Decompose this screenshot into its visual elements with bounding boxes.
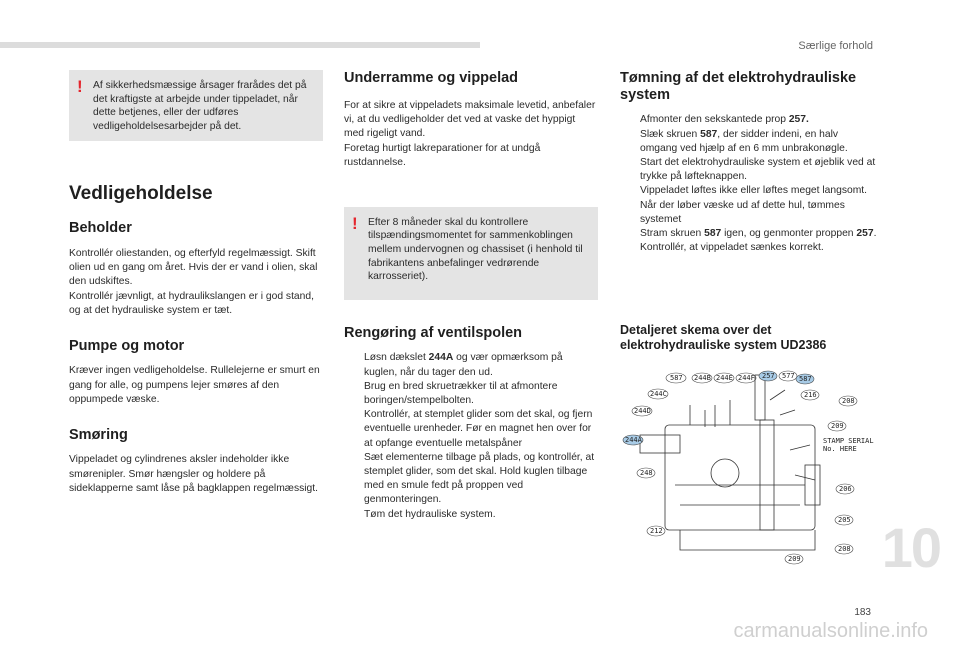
stamp-text: No. HERE [823,445,857,453]
column-middle [344,70,598,522]
section-title: Særlige forhold [798,40,873,52]
bullet-list [620,113,878,255]
list-item: Start det elektrohydrauliske system et øjeblik ved at trykke på løfteknappen. [640,156,876,183]
diagram-drawing [640,375,820,550]
diagram-label: 206 [839,485,852,493]
list-item: Tøm det hydrauliske system. [364,508,496,520]
diagram-label: 244B [694,374,711,382]
diagram-label: 587 [799,375,812,383]
chapter-heading: Vedligeholdelse [69,183,213,204]
paragraph: Foretag hurtigt lakreparationer for at undgå rustdannelse. [344,142,541,169]
watermark: carmanualsonline.info [733,620,928,642]
diagram-title: Detaljeret skema over det elektrohydrauliske system UD2386 [620,323,827,353]
paragraph: Kontrollér jævnligt, at hydraulikslangen er i god stand, og at det hydrauliske system er tæt. [69,290,314,317]
warning-icon: ! [77,77,83,96]
diagram-label: 248 [640,469,653,477]
list-item: Løsn dækslet 244A og vær opmærksom på kuglen, når du tager den ud. [364,352,563,378]
bullet-list [344,351,598,521]
diagram-callouts [623,371,857,564]
column-right [620,70,878,353]
page-number: 183 [854,607,871,618]
chapter-number: 10 [881,516,940,579]
list-item: Kontrollér, at stemplet glider som det skal, og fjern eventuelle urenheder. Før en magnet hen over for at opfange eventuelle metalspåner [364,409,593,449]
diagram-label: 209 [788,555,801,563]
diagram-label: 244A [625,436,642,444]
diagram-label: 212 [650,527,663,535]
section-title-beholder: Beholder [69,220,132,236]
warning-box [344,207,598,300]
top-rule [0,42,480,48]
section-title-underramme: Underramme og vippelad [344,70,519,86]
warning-box [69,70,323,141]
list-item: Brug en bred skruetrækker til at afmontere boringen/stempelbolten. [364,380,558,406]
list-item: Sæt elementerne tilbage på plads, og kontrollér, at stemplet glider, som det skal. Hold kuglen tilbage med en smule fedt på proppen ved genmonteringen. [364,451,595,506]
diagram-label: 244D [634,407,651,415]
paragraph: Kræver ingen vedligeholdelse. Rullelejerne er smurt en gang for alle, og pumpens lejer smøres af den oppumpede væske. [69,365,320,406]
diagram-label: 587 [670,374,683,382]
warning-text: Efter 8 måneder skal du kontrollere tilspændingsmomentet for sammenkoblingen mellem undervognen og chassiset (i henhold til fabrikantens anbefalinger vedrørende karrosseriet). [368,216,583,283]
diagram-label: 244F [738,374,755,382]
paragraph: For at sikre at vippeladets maksimale levetid, anbefaler vi, at du vedligeholder det ved at vaske det hyppigt med rigeligt vand. [344,99,596,140]
list-item: Vippeladet løftes ikke eller løftes meget langsomt. Når der løber væske ud af dette hul, tømmes systemet [640,185,868,225]
diagram-label: 209 [831,422,844,430]
section-title-pumpe: Pumpe og motor [69,337,185,354]
paragraph: Kontrollér oliestanden, og efterfyld regelmæssigt. Skift olien ud en gang om året. Hvis der er vand i olien, skal den udskiftes. [69,247,318,288]
warning-text: Af sikkerhedsmæssige årsager frarådes det på det kraftigste at arbejde under tippeladet, når dette betjenes, eller der udføres vedligeholdelsesarbejder på det. [93,80,307,133]
diagram-labels [625,372,874,563]
diagram-label: 208 [842,397,855,405]
diagram-label: 205 [838,516,851,524]
section-title-tomning: Tømning af det elektrohydrauliske system [620,70,857,103]
diagram-label: 244E [716,374,733,382]
diagram-label: 257 [762,372,775,380]
list-item: Stram skruen 587 igen, og genmonter proppen 257. Kontrollér, at vippeladet sænkes korrekt. [640,227,877,254]
list-item: Afmonter den sekskantede prop 257. [640,114,809,126]
column-left [69,70,323,496]
diagram-label: 208 [838,545,851,553]
list-item: Slæk skruen 587, der sidder indeni, en halv omgang ved hjælp af en 6 mm unbrakonøgle. [640,128,848,154]
hydraulic-system-diagram [620,365,878,565]
diagram-label: 216 [804,391,817,399]
warning-icon: ! [352,213,358,233]
section-title-rengoring: Rengøring af ventilspolen [344,324,523,341]
paragraph: Vippeladet og cylindrenes aksler indeholder ikke smørenipler. Smør hængsler og holdere på sideklapperne samt låse på bagklappen regelmæssigt. [69,454,318,495]
section-title-smoring: Smøring [69,426,128,443]
diagram-label: 577 [782,372,795,380]
diagram-label: 244C [650,390,667,398]
stamp-text: STAMP SERIAL [823,437,874,445]
